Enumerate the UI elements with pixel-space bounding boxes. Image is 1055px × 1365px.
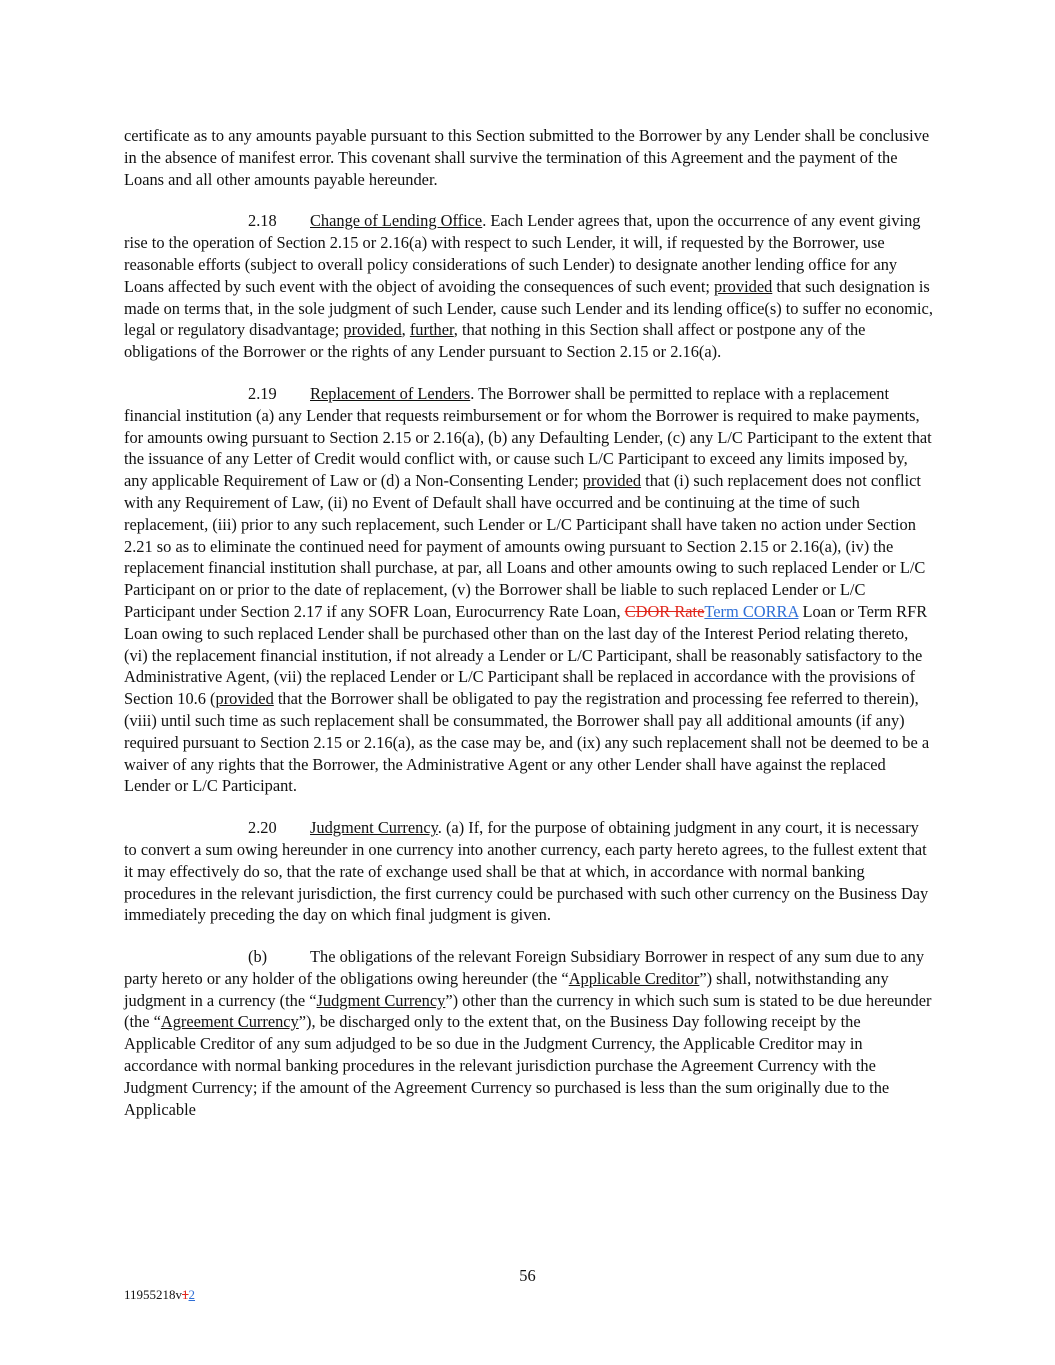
section-2-18 bbox=[124, 210, 934, 363]
defined-term: Applicable Creditor bbox=[568, 968, 700, 988]
text-run: ”) other than the currency in which such sum is stated to be due hereunder (the “ bbox=[124, 990, 932, 1032]
deleted-version: 1 bbox=[182, 1287, 189, 1302]
section-2-20 bbox=[124, 817, 934, 926]
text-run: , bbox=[401, 320, 410, 340]
document-id bbox=[124, 1287, 195, 1303]
section-number: 2.18 bbox=[248, 211, 277, 231]
subsection-number: (b) bbox=[248, 947, 268, 967]
defined-term: Judgment Currency bbox=[316, 990, 446, 1010]
page-number: 56 bbox=[519, 1266, 536, 1285]
section-heading: Change of Lending Office bbox=[310, 211, 483, 231]
inserted-version: 2 bbox=[188, 1287, 196, 1302]
text-run: The obligations of the relevant Foreign Subsidiary Borrower in respect of any sum due to any party hereto or any holder of the obligations owing hereunder (the “ bbox=[124, 947, 925, 988]
text-run: Loan or Term RFR Loan owing to such replaced Lender shall be purchased other than on the last day of the Interest Period relating thereto, (vi) the replacement financial institution, if not already a Lender or L/C Participant, shall be reasonably satisfactory to the Administrative Agent, (vii) the replaced Lender or L/C Participant shall be replaced in accordance with the provisions of Section 10.6 ( bbox=[124, 601, 928, 709]
deleted-text: CDOR Rate bbox=[624, 601, 705, 621]
text-run: that the Borrower shall be obligated to pay the registration and processing fee referred to therein), (viii) until such time as such replacement shall be consummated, the Borrower shall pay all additional amounts (if any) required pursuant to Section 2.15 or 2.16(a), as the case may be, and (ix) any such replacement shall not be deemed to be a waiver of any rights that the Borrower, the Administrative Agent or any other Lender shall have against the replaced Lender or L/C Participant. bbox=[124, 689, 930, 796]
underlined-term: provided bbox=[582, 471, 642, 491]
text-run: ”) shall, notwithstanding any judgment in a currency (the “ bbox=[124, 968, 889, 1010]
text-run: ”), be discharged only to the extent that, on the Business Day following receipt by the Applicable Creditor of any sum adjudged to be so due in the Judgment Currency, the Applicable Creditor may in accordance with normal banking procedures in the relevant jurisdiction purchase the Agreement Currency with the Judgment Currency; if the amount of the Agreement Currency so purchased is less than the sum originally due to the Applicable bbox=[124, 1012, 890, 1119]
text-run: , that nothing in this Section shall affect or postpone any of the obligations of the Borrower or the rights of any Lender pursuant to Section 2.15 or 2.16(a). bbox=[124, 320, 866, 362]
text-run: . (a) If, for the purpose of obtaining judgment in any court, it is necessary to convert a sum owing hereunder in one currency into another currency, each party hereto agrees, to the fullest extent that it may effectively do so, that the rate of exchange used shall be that at which, in accordance with normal banking procedures in the relevant jurisdiction, the first currency could be purchased with such other currency on the Business Day immediately preceding the day on which final judgment is given. bbox=[124, 818, 929, 925]
defined-term: Agreement Currency bbox=[160, 1012, 299, 1032]
underlined-term: provided bbox=[714, 276, 773, 296]
document-id-text: 11955218v bbox=[124, 1287, 183, 1302]
section-number: 2.19 bbox=[248, 383, 277, 403]
text-run: . The Borrower shall be permitted to replace with a replacement financial institution (a) any Lender that requests reimbursement or for whom the Borrower is required to make payments, for amounts owing pursuant to Section 2.15 or 2.16(a), (b) any Defaulting Lender, (c) any L/C Participant to the extent that the issuance of any Letter of Credit would conflict with, or cause such L/C Participant to exceed any limits imposed by, any applicable Requirement of Law or (d) a Non-Consenting Lender; bbox=[124, 383, 932, 491]
section-2-19 bbox=[124, 383, 934, 797]
underlined-term: provided bbox=[215, 689, 274, 709]
underlined-term: provided bbox=[343, 320, 402, 340]
paragraph-text: certificate as to any amounts payable pursuant to this Section submitted to the Borrower by any Lender shall be conclusive in the absence of manifest error. This covenant shall survive the termination of this Agreement and the payment of the Loans and all other amounts payable hereunder. bbox=[124, 126, 930, 189]
section-2-20-b bbox=[124, 946, 934, 1120]
inserted-text: Term CORRA bbox=[704, 601, 799, 621]
section-heading: Judgment Currency bbox=[310, 818, 438, 838]
document-page bbox=[124, 125, 934, 1140]
text-run: . Each Lender agrees that, upon the occurrence of any event giving rise to the operation of Section 2.15 or 2.16(a) with respect to such Lender, it will, if requested by the Borrower, use reasonable efforts (subject to overall policy considerations of such Lender) to designate another lending office for any Loans affected by such event with the object of avoiding the consequences of such event; bbox=[124, 211, 921, 296]
text-run: that (i) such replacement does not conflict with any Requirement of Law, (ii) no Event of Default shall have occurred and be continuing at the time of such replacement, (iii) prior to any such replacement, such Lender or L/C Participant shall have taken no action under Section 2.21 so as to eliminate the continued need for payment of amounts owing pursuant to Section 2.15 or 2.16(a), (iv) the replacement financial institution shall purchase, at par, all Loans and other amounts owing to such replaced Lender or L/C Participant on or prior to the date of replacement, (v) the Borrower shall be liable to such replaced Lender or L/C Participant under Section 2.17 if any SOFR Loan, Eurocurrency Rate Loan, bbox=[124, 471, 926, 621]
paragraph-continuation bbox=[124, 125, 934, 190]
text-run: that such designation is made on terms that, in the sole judgment of such Lender, cause such Lender and its lending office(s) to suffer no economic, legal or regulatory disadvantage; bbox=[124, 276, 933, 340]
section-number: 2.20 bbox=[248, 818, 277, 838]
section-heading: Replacement of Lenders bbox=[310, 383, 471, 403]
underlined-term: further bbox=[409, 320, 454, 340]
